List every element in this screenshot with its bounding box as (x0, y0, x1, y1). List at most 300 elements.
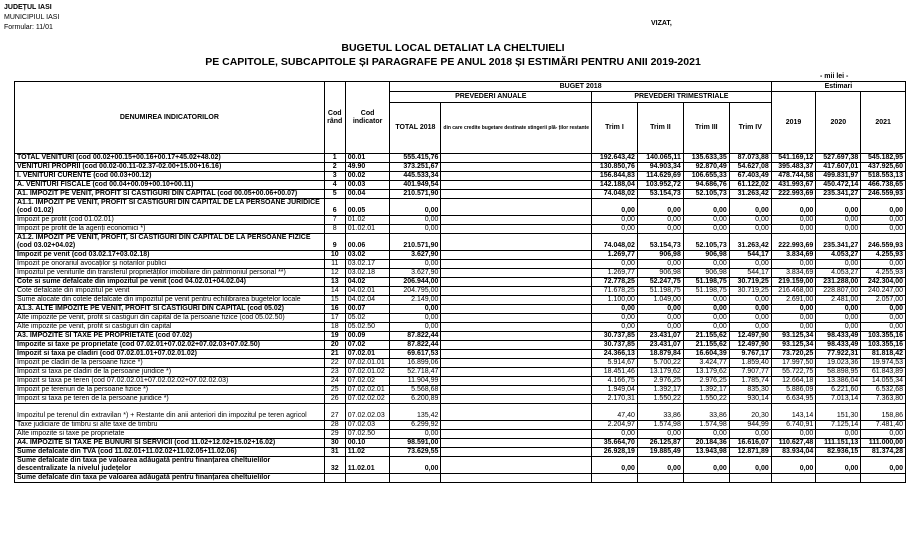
q1-value: 0,00 (592, 305, 638, 314)
q2-value: 0,00 (637, 323, 683, 332)
q1-value: 0,00 (592, 216, 638, 225)
estimate-2019: 0,00 (771, 216, 816, 225)
table-row (15, 368, 906, 377)
estimate-2020: 228.807,00 (816, 287, 861, 296)
indicator-code: 11.02.01 (345, 457, 390, 474)
q2-value: 33,86 (637, 404, 683, 421)
indicator-code: 00.03 (345, 181, 390, 190)
estimate-2021: 158,86 (861, 404, 906, 421)
credits-value (441, 287, 592, 296)
total-2018: 210.571,90 (390, 234, 441, 251)
estimate-2019: 5.886,09 (771, 386, 816, 395)
credits-value (441, 305, 592, 314)
estimate-2019: 0,00 (771, 199, 816, 216)
table-row (15, 154, 906, 163)
estimate-2019: 73.720,25 (771, 350, 816, 359)
credits-value (441, 474, 592, 483)
q4-value: 0,00 (729, 323, 771, 332)
credits-value (441, 421, 592, 430)
estimate-2019: 55.722,75 (771, 368, 816, 377)
total-2018: 5.568,68 (390, 386, 441, 395)
credits-value (441, 386, 592, 395)
q2-value: 2.976,25 (637, 377, 683, 386)
estimate-2021: 242.304,00 (861, 278, 906, 287)
q2-value (637, 474, 683, 483)
row-number: 22 (324, 359, 345, 368)
estimate-2019: 0,00 (771, 430, 816, 439)
q3-value (683, 474, 729, 483)
q4-value: 20,30 (729, 404, 771, 421)
q1-value: 47,40 (592, 404, 638, 421)
indicator-name: A. VENITURI FISCALE (cod 00.04+00.09+00.10+00.11) (15, 181, 325, 190)
estimate-2021: 2.057,00 (861, 296, 906, 305)
indicator-code: 07.02 (345, 341, 390, 350)
q4-value: 31.263,42 (729, 190, 771, 199)
estimate-2019: 431.993,67 (771, 181, 816, 190)
indicator-name: Impozit pe cladiri de la persoane fizice *) (15, 359, 325, 368)
row-number: 20 (324, 341, 345, 350)
row-number: 8 (324, 225, 345, 234)
total-2018: 0,00 (390, 323, 441, 332)
q2-value: 0,00 (637, 225, 683, 234)
indicator-name: A1.1. IMPOZIT PE VENIT, PROFIT SI CASTIGURI DIN CAPITAL DE LA PERSOANE JURIDICE (cod 01.02) (15, 199, 325, 216)
q3-value: 0,00 (683, 216, 729, 225)
estimate-2019: 222.993,69 (771, 190, 816, 199)
estimate-2021 (861, 474, 906, 483)
title-line-1: BUGETUL LOCAL DETALIAT LA CHELTUIELI (341, 42, 565, 54)
estimate-2021: 103.355,16 (861, 341, 906, 350)
total-2018: 204.795,00 (390, 287, 441, 296)
row-number: 6 (324, 199, 345, 216)
estimate-2020 (816, 474, 861, 483)
q3-value: 33,86 (683, 404, 729, 421)
estimate-2020: 151,30 (816, 404, 861, 421)
indicator-code: 03.02.17 (345, 260, 390, 269)
row-number: 5 (324, 190, 345, 199)
municipality-label: MUNICIPIUL IASI (4, 14, 60, 21)
estimate-2020: 98.433,49 (816, 332, 861, 341)
q1-value: 30.737,85 (592, 332, 638, 341)
indicator-code: 01.02 (345, 216, 390, 225)
q2-value: 18.879,84 (637, 350, 683, 359)
credits-value (441, 430, 592, 439)
table-row (15, 225, 906, 234)
col-q1-header: Trim I (592, 103, 638, 154)
credits-value (441, 404, 592, 421)
q1-value: 0,00 (592, 314, 638, 323)
q1-value: 0,00 (592, 323, 638, 332)
row-number: 21 (324, 350, 345, 359)
total-2018: 73.629,55 (390, 448, 441, 457)
indicator-code: 07.02.03 (345, 421, 390, 430)
q3-value: 92.870,49 (683, 163, 729, 172)
total-2018: 0,00 (390, 216, 441, 225)
total-2018: 0,00 (390, 225, 441, 234)
q3-value: 13.179,62 (683, 368, 729, 377)
total-2018: 0,00 (390, 305, 441, 314)
q1-value: 18.451,46 (592, 368, 638, 377)
indicator-name: Sume defalcate din TVA (cod 11.02.01+11.02.02+11.02.05+11.02.06) (15, 448, 325, 457)
estimate-2020: 450.472,14 (816, 181, 861, 190)
total-2018: 98.591,00 (390, 439, 441, 448)
row-number: 10 (324, 251, 345, 260)
indicator-code: 00.10 (345, 439, 390, 448)
q4-value: 30.719,25 (729, 287, 771, 296)
estimate-2019: 0,00 (771, 305, 816, 314)
q2-value: 53.154,73 (637, 234, 683, 251)
q1-value: 0,00 (592, 430, 638, 439)
col-2021-header: 2021 (861, 92, 906, 154)
row-number: 17 (324, 314, 345, 323)
q4-value: 544,17 (729, 251, 771, 260)
total-2018: 0,00 (390, 457, 441, 474)
estimate-2020: 98.433,49 (816, 341, 861, 350)
estimate-2020: 58.898,95 (816, 368, 861, 377)
estimate-2019: 6.740,91 (771, 421, 816, 430)
row-number: 32 (324, 457, 345, 474)
q1-value: 74.048,02 (592, 190, 638, 199)
estimate-2021: 4.255,93 (861, 251, 906, 260)
credits-value (441, 439, 592, 448)
indicator-name: Impozit si taxa pe cladiri de la persoane juridice *) (15, 368, 325, 377)
table-row (15, 190, 906, 199)
q3-value: 0,00 (683, 199, 729, 216)
q3-value: 0,00 (683, 225, 729, 234)
estimate-2020: 0,00 (816, 225, 861, 234)
indicator-code: 05.02 (345, 314, 390, 323)
estimate-2021: 240.247,00 (861, 287, 906, 296)
row-number: 19 (324, 332, 345, 341)
estimate-2020: 235.341,27 (816, 234, 861, 251)
row-number: 28 (324, 421, 345, 430)
credits-value (441, 216, 592, 225)
quarterly-header: PREVEDERI TRIMESTRIALE (592, 92, 772, 103)
estimate-2019: 0,00 (771, 457, 816, 474)
q4-value: 61.122,02 (729, 181, 771, 190)
table-row (15, 172, 906, 181)
credits-value (441, 154, 592, 163)
estimate-2021: 0,00 (861, 216, 906, 225)
q4-value: 835,30 (729, 386, 771, 395)
estimate-2020: 0,00 (816, 305, 861, 314)
row-number: 18 (324, 323, 345, 332)
q4-value: 0,00 (729, 225, 771, 234)
estimate-2019: 17.997,50 (771, 359, 816, 368)
estimate-2019: 110.627,48 (771, 439, 816, 448)
indicator-code: 05.02.50 (345, 323, 390, 332)
indicator-code: 04.02 (345, 278, 390, 287)
q2-value: 52.247,75 (637, 278, 683, 287)
estimate-2020: 19.023,36 (816, 359, 861, 368)
row-number: 31 (324, 448, 345, 457)
table-row (15, 448, 906, 457)
credits-value (441, 341, 592, 350)
q3-value: 51.198,75 (683, 287, 729, 296)
estimate-2021: 0,00 (861, 430, 906, 439)
q1-value: 4.166,75 (592, 377, 638, 386)
col-row-header: Cod rând (324, 82, 345, 154)
estimate-2019: 12.664,18 (771, 377, 816, 386)
row-number: 12 (324, 269, 345, 278)
q2-value: 13.179,62 (637, 368, 683, 377)
q3-value: 1.574,98 (683, 421, 729, 430)
credits-value (441, 377, 592, 386)
estimate-2020: 0,00 (816, 323, 861, 332)
q3-value: 906,98 (683, 269, 729, 278)
estimate-2020: 7.125,14 (816, 421, 861, 430)
q2-value: 53.154,73 (637, 190, 683, 199)
col-total-header: TOTAL 2018 (390, 103, 441, 154)
q1-value: 1.100,00 (592, 296, 638, 305)
row-number: 15 (324, 296, 345, 305)
estimate-2020: 0,00 (816, 430, 861, 439)
q2-value: 0,00 (637, 305, 683, 314)
q4-value: 1.859,40 (729, 359, 771, 368)
credits-value (441, 199, 592, 216)
q3-value: 2.976,25 (683, 377, 729, 386)
estimate-2020: 82.936,15 (816, 448, 861, 457)
q1-value: 1.949,04 (592, 386, 638, 395)
indicator-name: Impozit si taxa pe teren de la persoane juridice *) (15, 395, 325, 404)
table-row (15, 296, 906, 305)
total-2018: 2.149,00 (390, 296, 441, 305)
indicator-name: Impozit si taxa pe cladiri (cod 07.02.01.01+07.02.01.02) (15, 350, 325, 359)
table-row (15, 260, 906, 269)
total-2018: 401.949,54 (390, 181, 441, 190)
estimate-2019: 6.634,95 (771, 395, 816, 404)
credits-value (441, 172, 592, 181)
q2-value: 23.431,07 (637, 332, 683, 341)
q1-value: 0,00 (592, 225, 638, 234)
col-name-header: DENUMIREA INDICATORILOR (15, 82, 325, 154)
table-row (15, 350, 906, 359)
estimate-2021: 0,00 (861, 323, 906, 332)
row-number: 3 (324, 172, 345, 181)
estimate-2019: 3.834,69 (771, 269, 816, 278)
row-number: 29 (324, 430, 345, 439)
table-row (15, 287, 906, 296)
q2-value: 26.125,87 (637, 439, 683, 448)
indicator-code: 00.07 (345, 305, 390, 314)
q2-value: 1.574,98 (637, 421, 683, 430)
indicator-name: A1.3. ALTE IMPOZITE PE VENIT, PROFIT SI CASTIGURI DIN CAPITAL (cod 05.02) (15, 305, 325, 314)
document-header (4, 3, 59, 33)
q4-value: 12.871,89 (729, 448, 771, 457)
indicator-name: Impozit pe profit (cod 01.02.01) (15, 216, 325, 225)
total-2018: 87.822,44 (390, 332, 441, 341)
indicator-code: 04.02.01 (345, 287, 390, 296)
row-number: 27 (324, 404, 345, 421)
q3-value: 51.198,75 (683, 278, 729, 287)
total-2018 (390, 474, 441, 483)
row-number: 4 (324, 181, 345, 190)
indicator-name: Impozit pe venit (cod 03.02.17+03.02.18) (15, 251, 325, 260)
table-row (15, 377, 906, 386)
q3-value: 0,00 (683, 314, 729, 323)
q2-value: 5.700,22 (637, 359, 683, 368)
indicator-code: 04.02.04 (345, 296, 390, 305)
estimate-2019: 0,00 (771, 225, 816, 234)
col-2020-header: 2020 (816, 92, 861, 154)
q4-value: 7.907,77 (729, 368, 771, 377)
estimate-2019: 395.483,37 (771, 163, 816, 172)
q4-value: 9.767,17 (729, 350, 771, 359)
indicator-name: Cote defalcate din impozitul pe venit (15, 287, 325, 296)
estimate-2019: 216.468,00 (771, 287, 816, 296)
q2-value: 94.903,34 (637, 163, 683, 172)
estimate-2021: 466.738,65 (861, 181, 906, 190)
indicator-name: Alte impozite pe venit, profit si castiguri din capital (15, 323, 325, 332)
q3-value: 906,98 (683, 251, 729, 260)
q4-value (729, 474, 771, 483)
table-row (15, 421, 906, 430)
indicator-code: 07.02.01.02 (345, 368, 390, 377)
q1-value: 2.204,97 (592, 421, 638, 430)
estimate-2020: 4.053,27 (816, 269, 861, 278)
q2-value: 114.629,69 (637, 172, 683, 181)
q2-value: 140.065,11 (637, 154, 683, 163)
total-2018: 0,00 (390, 199, 441, 216)
total-2018: 373.251,67 (390, 163, 441, 172)
estimate-2019: 219.159,00 (771, 278, 816, 287)
indicator-code: 00.09 (345, 332, 390, 341)
q2-value: 0,00 (637, 430, 683, 439)
table-row (15, 278, 906, 287)
estimate-2021: 246.559,93 (861, 234, 906, 251)
q4-value: 930,14 (729, 395, 771, 404)
credits-value (441, 225, 592, 234)
row-number: 25 (324, 386, 345, 395)
estimate-2021: 0,00 (861, 457, 906, 474)
q3-value: 21.155,62 (683, 332, 729, 341)
row-number: 1 (324, 154, 345, 163)
q3-value: 16.604,39 (683, 350, 729, 359)
estimate-2021: 103.355,16 (861, 332, 906, 341)
indicator-code: 07.02.01 (345, 350, 390, 359)
q3-value: 0,00 (683, 430, 729, 439)
estimates-header: Estimari (771, 82, 905, 92)
indicator-name: TOTAL VENITURI (cod 00.02+00.15+00.16+00.17+45.02+48.02) (15, 154, 325, 163)
q4-value: 0,00 (729, 457, 771, 474)
estimate-2020: 4.053,27 (816, 251, 861, 260)
estimate-2019 (771, 474, 816, 483)
indicator-code: 00.02 (345, 172, 390, 181)
estimate-2021: 0,00 (861, 225, 906, 234)
indicator-name: Impozit pe onorariul avocaților și notarilor publici (15, 260, 325, 269)
total-2018: 135,42 (390, 404, 441, 421)
estimate-2020: 527.697,38 (816, 154, 861, 163)
q2-value: 906,98 (637, 269, 683, 278)
credits-value (441, 251, 592, 260)
table-row (15, 439, 906, 448)
q3-value: 3.424,77 (683, 359, 729, 368)
indicator-name: A4. IMPOZITE SI TAXE PE BUNURI SI SERVICII (cod 11.02+12.02+15.02+16.02) (15, 439, 325, 448)
credits-value (441, 234, 592, 251)
row-number (324, 474, 345, 483)
indicator-name: VENITURI PROPRII (cod 00.02-00.11-02.37-02.00+15.00+16.16) (15, 163, 325, 172)
total-2018: 16.899,06 (390, 359, 441, 368)
indicator-code: 07.02.02 (345, 377, 390, 386)
q4-value: 0,00 (729, 216, 771, 225)
estimate-2021: 545.182,95 (861, 154, 906, 163)
estimate-2021: 0,00 (861, 305, 906, 314)
table-row (15, 234, 906, 251)
estimate-2021: 7.481,40 (861, 421, 906, 430)
q1-value: 2.170,31 (592, 395, 638, 404)
estimate-2020: 0,00 (816, 216, 861, 225)
q1-value: 72.778,25 (592, 278, 638, 287)
estimate-2021: 437.925,60 (861, 163, 906, 172)
row-number: 24 (324, 377, 345, 386)
indicator-code: 00.05 (345, 199, 390, 216)
q3-value: 20.184,36 (683, 439, 729, 448)
credits-value (441, 359, 592, 368)
estimate-2019: 0,00 (771, 260, 816, 269)
q3-value: 1.392,17 (683, 386, 729, 395)
estimate-2019: 2.691,00 (771, 296, 816, 305)
total-2018: 3.627,90 (390, 251, 441, 260)
q3-value: 0,00 (683, 323, 729, 332)
table-row (15, 323, 906, 332)
q4-value: 944,99 (729, 421, 771, 430)
indicator-name: Sume defalcate din taxa pe valoarea adăugată pentru finanțarea cheltuielilor (15, 474, 325, 483)
q1-value: 35.664,70 (592, 439, 638, 448)
row-number: 13 (324, 278, 345, 287)
estimate-2020: 0,00 (816, 199, 861, 216)
q3-value: 13.943,98 (683, 448, 729, 457)
q3-value: 0,00 (683, 296, 729, 305)
q4-value: 0,00 (729, 199, 771, 216)
credits-value (441, 260, 592, 269)
col-q3-header: Trim III (683, 103, 729, 154)
estimate-2021: 14.055,34 (861, 377, 906, 386)
credits-value (441, 314, 592, 323)
estimate-2019: 83.934,04 (771, 448, 816, 457)
table-row (15, 305, 906, 314)
total-2018: 87.822,44 (390, 341, 441, 350)
q2-value: 0,00 (637, 457, 683, 474)
row-number: 9 (324, 234, 345, 251)
estimate-2020: 235.341,27 (816, 190, 861, 199)
credits-value (441, 163, 592, 172)
indicator-code: 07.02.01.01 (345, 359, 390, 368)
estimate-2020: 0,00 (816, 314, 861, 323)
table-row (15, 359, 906, 368)
credits-value (441, 278, 592, 287)
indicator-name: A1. IMPOZIT PE VENIT, PROFIT SI CASTIGURI DIN CAPITAL (cod 00.05+00.06+00.07) (15, 190, 325, 199)
q4-value: 0,00 (729, 430, 771, 439)
total-2018: 206.944,00 (390, 278, 441, 287)
estimate-2021: 19.974,53 (861, 359, 906, 368)
credits-value (441, 323, 592, 332)
total-2018: 6.200,89 (390, 395, 441, 404)
indicator-name: I. VENITURI CURENTE (cod 00.03+00.12) (15, 172, 325, 181)
q2-value: 103.952,72 (637, 181, 683, 190)
indicator-code: 49.90 (345, 163, 390, 172)
estimate-2019: 93.125,34 (771, 332, 816, 341)
q3-value: 0,00 (683, 260, 729, 269)
total-2018: 69.617,53 (390, 350, 441, 359)
q4-value: 0,00 (729, 296, 771, 305)
indicator-code (345, 474, 390, 483)
estimate-2020: 13.386,04 (816, 377, 861, 386)
estimate-2020: 111.151,13 (816, 439, 861, 448)
total-2018: 555.415,76 (390, 154, 441, 163)
q4-value: 0,00 (729, 314, 771, 323)
q2-value: 0,00 (637, 314, 683, 323)
total-2018: 3.627,90 (390, 269, 441, 278)
q4-value: 0,00 (729, 260, 771, 269)
